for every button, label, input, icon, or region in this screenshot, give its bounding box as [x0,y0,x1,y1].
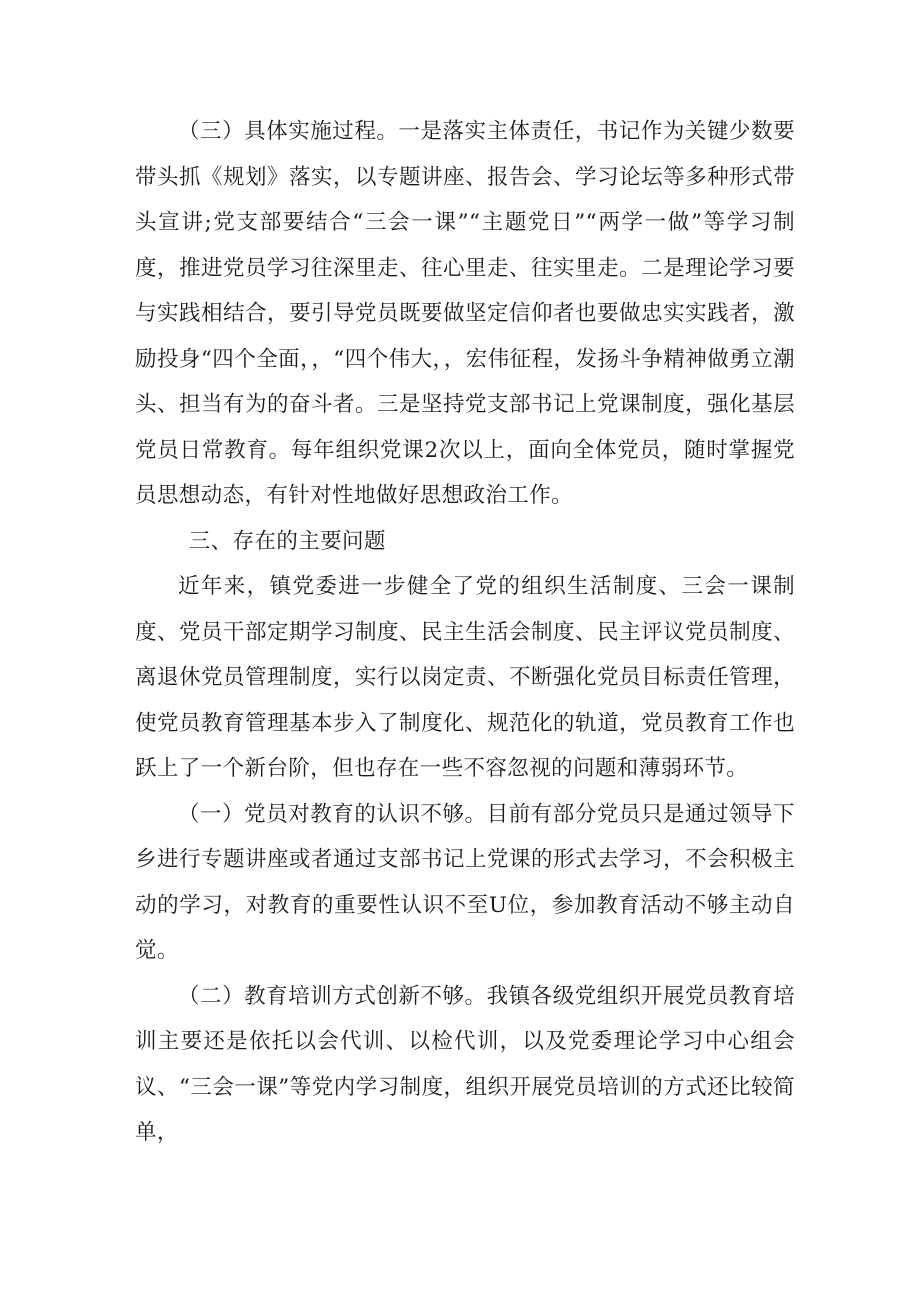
paragraph-training-innovation: （二）教育培训方式创新不够。我镇各级党组织开展党员教育培训主要还是依托以会代训、以检代训，以及党委理论学习中心组会议、“三会一课”等党内学习制度，组织开展党员培训的方式还比较简单， [135,983,795,1145]
paragraph-insufficient-awareness: （一）党员对教育的认识不够。目前有部分党员只是通过领导下乡进行专题讲座或者通过支部书记上党课的形式去学习，不会积极主动的学习，对教育的重要性认识不至U位，参加教育活动不够主动自觉。 [135,801,795,963]
document-body [135,109,795,1156]
section-heading-main-problems: 三、存在的主要问题 [188,528,386,554]
paragraph-implementation-process: （三）具体实施过程。一是落实主体责任，书记作为关键少数要带头抓《规划》落实，以专题讲座、报告会、学习论坛等多种形式带头宣讲;党支部要结合“三会一课”“主题党日”“两学一做”等学习制度，推进党员学习往深里走、往心里走、往实里走。二是理论学习要与实践相结合，要引导党员既要做坚定信仰者也要做忠实实践者，激励投身“四个全面，，“四个伟大，，宏伟征程，发扬斗争精神做勇立潮头、担当有为的奋斗者。三是坚持党支部书记上党课制度，强化基层党员日常教育。每年组织党课2次以上，面向全体党员，随时掌握党员思想动态，有针对性地做好思想政治工作。 [135,119,795,508]
paragraph-recent-years: 近年来，镇党委进一步健全了党的组织生活制度、三会一课制度、党员干部定期学习制度、民主生活会制度、民主评议党员制度、离退休党员管理制度，实行以岗定责、不断强化党员目标责任管理，使党员教育管理基本步入了制度化、规范化的轨道，党员教育工作也跃上了一个新台阶，但也存在一些不容忽视的问题和薄弱环节。 [135,574,795,781]
